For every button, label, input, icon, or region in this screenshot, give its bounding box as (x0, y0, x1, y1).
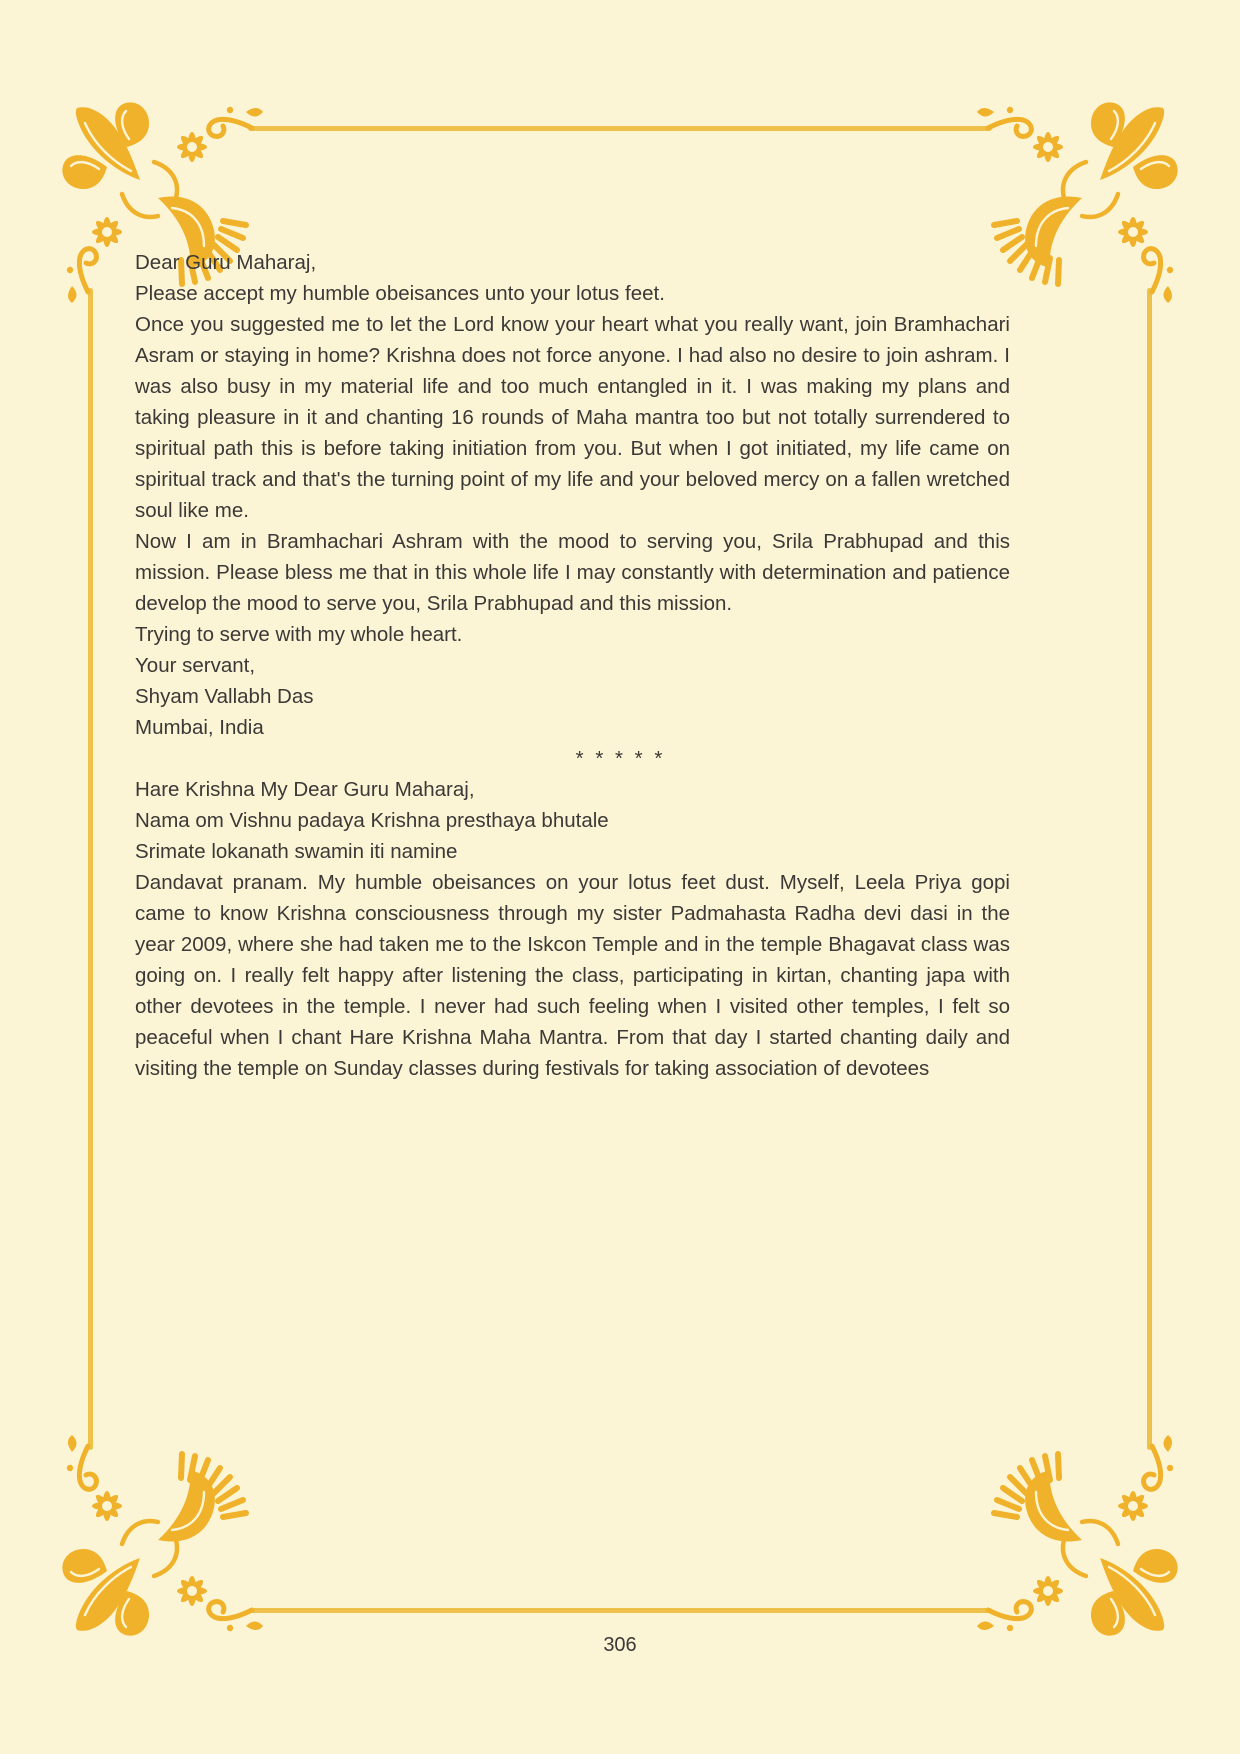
letter1-salutation: Dear Guru Maharaj, (135, 251, 317, 274)
letter2-mantra-line-1: Nama om Vishnu padaya Krishna presthaya bhutale (135, 809, 609, 832)
letter1-paragraph-2: Once you suggested me to let the Lord know your heart what you really want, join Bramhachari Asram or staying in home? Krishna does not force anyone. I had also no desire to join ashram. I was also busy in my material life and too much entangled in it. I was making my plans and taking pleasure in it and chanting 16 rounds of Maha mantra too but not totally surrendered to spiritual path this is before taking initiation from you. But when I got initiated, my life came on spiritual track and that's the turning point of my life and your beloved mercy on a fallen wretched soul like me. (135, 313, 1010, 522)
letter1-signature: Shyam Vallabh Das (135, 685, 314, 708)
letters-content (135, 0, 1010, 1084)
letter1-location: Mumbai, India (135, 716, 264, 739)
border-line-right (1147, 288, 1152, 1450)
border-line-bottom (248, 1608, 992, 1613)
letter1-paragraph-1: Please accept my humble obeisances unto your lotus feet. (135, 282, 665, 305)
letter2-mantra-line-2: Srimate lokanath swamin iti namine (135, 840, 458, 863)
letter2-body: Dandavat pranam. My humble obeisances on your lotus feet dust. Myself, Leela Priya gopi came to know Krishna consciousness through my sister Padmahasta Radha devi dasi in the year 2009, where she had taken me to the Iskcon Temple and in the temple Bhagavat class was going on. I really felt happy after listening the class, participating in kirtan, chanting japa with other devotees in the temple. I never had such feeling when I visited other temples, I felt so peaceful when I chant Hare Krishna Maha Mantra. From that day I started chanting daily and visiting the temple on Sunday classes during festivals for taking association of devotees (135, 871, 1010, 1080)
border-line-left (88, 288, 93, 1450)
page-number: 306 (603, 1634, 637, 1656)
letter1-closing: Your servant, (135, 654, 256, 677)
letter1-paragraph-4: Trying to serve with my whole heart. (135, 623, 463, 646)
floral-corner-ornament-icon (940, 1398, 1180, 1638)
floral-corner-ornament-icon (60, 1398, 300, 1638)
letter2-salutation: Hare Krishna My Dear Guru Maharaj, (135, 778, 475, 801)
section-separator: * * * * * (575, 747, 666, 770)
letter1-paragraph-3: Now I am in Bramhachari Ashram with the mood to serving you, Srila Prabhupad and this mission. Please bless me that in this whole life I may constantly with determination and patience develop the mood to serve you, Srila Prabhupad and this mission. (135, 530, 1010, 615)
